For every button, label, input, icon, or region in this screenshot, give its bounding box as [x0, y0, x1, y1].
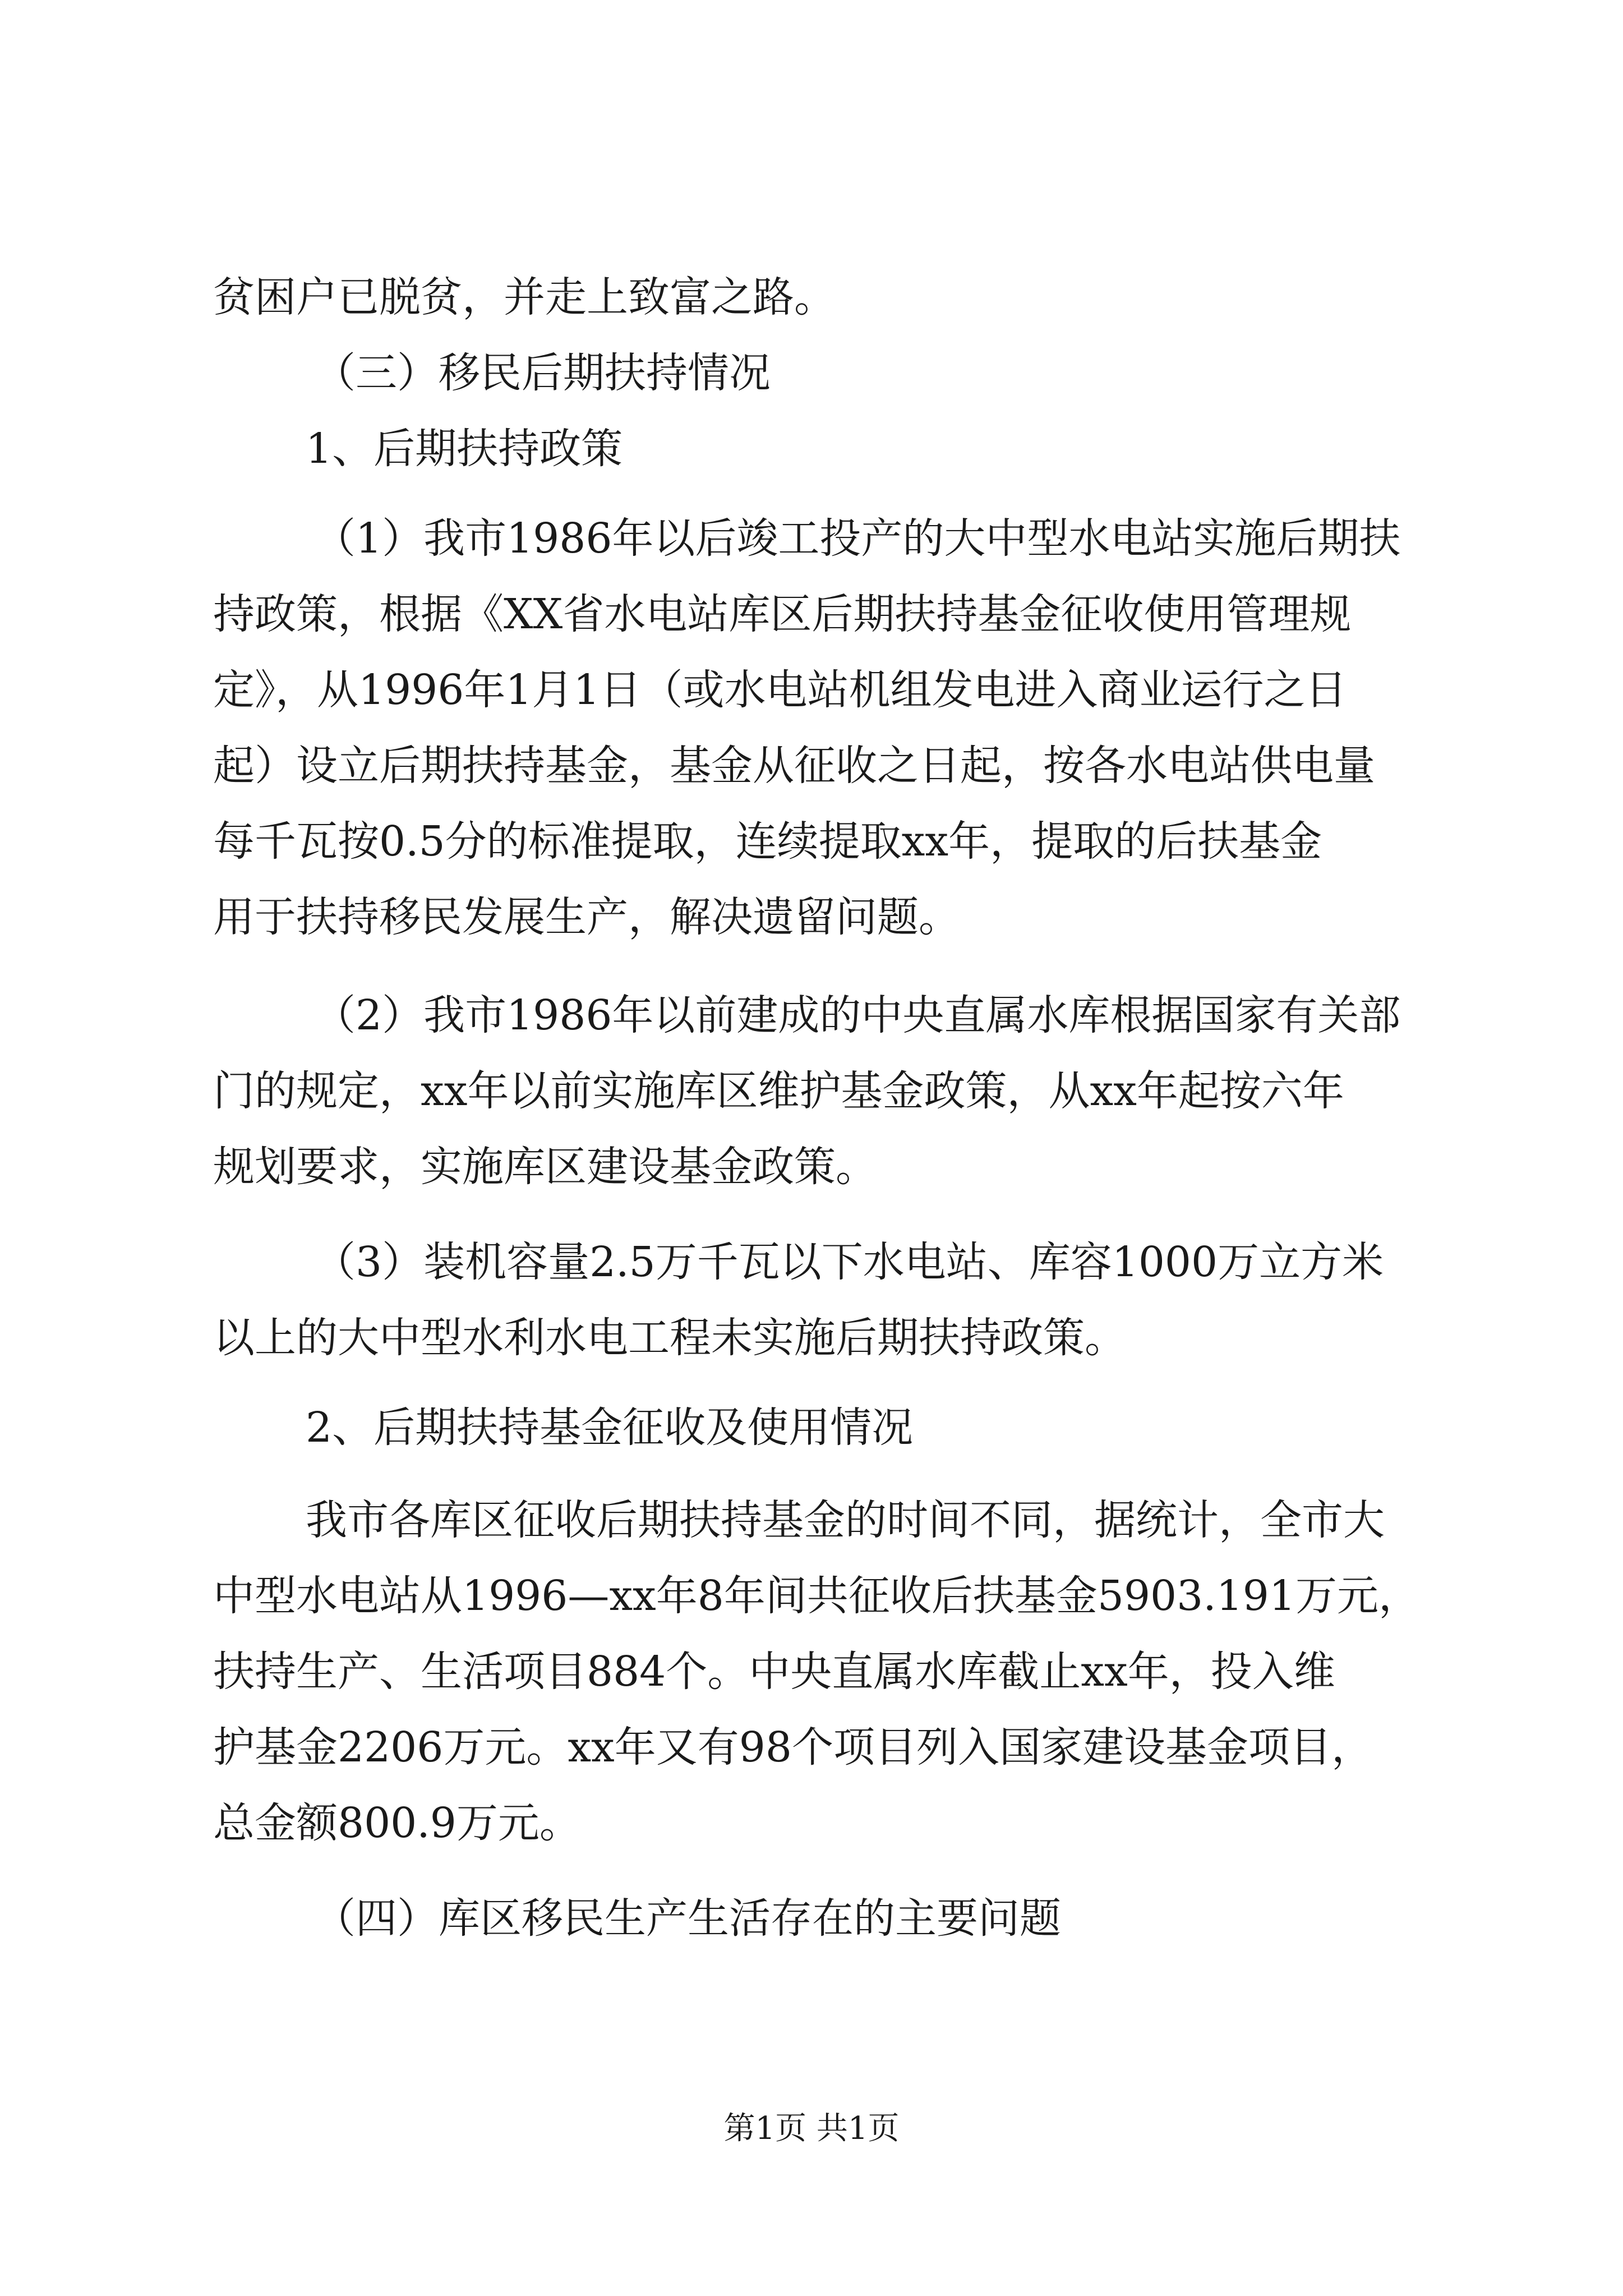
subsection-heading: 1、后期扶持政策	[306, 425, 623, 473]
page-footer: 第1页 共1页	[723, 2110, 900, 2147]
subsection-heading: 2、后期扶持基金征收及使用情况	[306, 1404, 914, 1452]
text-line: （3）装机容量2.5万千瓦以下水电站、库容1000万立方米	[314, 1238, 1384, 1286]
text-line: 以上的大中型水利水电工程未实施后期扶持政策。	[213, 1314, 1126, 1362]
text-line: 定》，从1996年1月1日（或水电站机组发电进入商业运行之日	[213, 666, 1347, 714]
text-line: 用于扶持移民发展生产，解决遗留问题。	[213, 893, 960, 941]
text-line: 持政策，根据《XX省水电站库区后期扶持基金征收使用管理规	[213, 590, 1352, 638]
text-line: （2）我市1986年以前建成的中央直属水库根据国家有关部	[314, 991, 1401, 1039]
text-line: 贫困户已脱贫，并走上致富之路。	[213, 273, 836, 321]
text-line: （1）我市1986年以后竣工投产的大中型水电站实施后期扶	[314, 514, 1401, 563]
text-line: 扶持生产、生活项目884个。中央直属水库截止xx年，投入维	[213, 1648, 1335, 1696]
text-line: 规划要求，实施库区建设基金政策。	[213, 1143, 877, 1191]
section-heading: （三）移民后期扶持情况	[314, 349, 771, 397]
text-line: 护基金2206万元。xx年又有98个项目列入国家建设基金项目，	[213, 1723, 1373, 1772]
text-line: 我市各库区征收后期扶持基金的时间不同，据统计，全市大	[306, 1496, 1385, 1544]
text-line: 中型水电站从1996—xx年8年间共征收后扶基金5903.191万元，	[213, 1572, 1420, 1620]
text-line: 起）设立后期扶持基金，基金从征收之日起，按各水电站供电量	[213, 742, 1375, 790]
section-heading: （四）库区移民生产生活存在的主要问题	[314, 1894, 1061, 1943]
text-line: 门的规定，xx年以前实施库区维护基金政策，从xx年起按六年	[213, 1067, 1344, 1115]
text-line: 总金额800.9万元。	[213, 1799, 581, 1847]
text-line: 每千瓦按0.5分的标准提取，连续提取xx年，提取的后扶基金	[213, 817, 1322, 866]
